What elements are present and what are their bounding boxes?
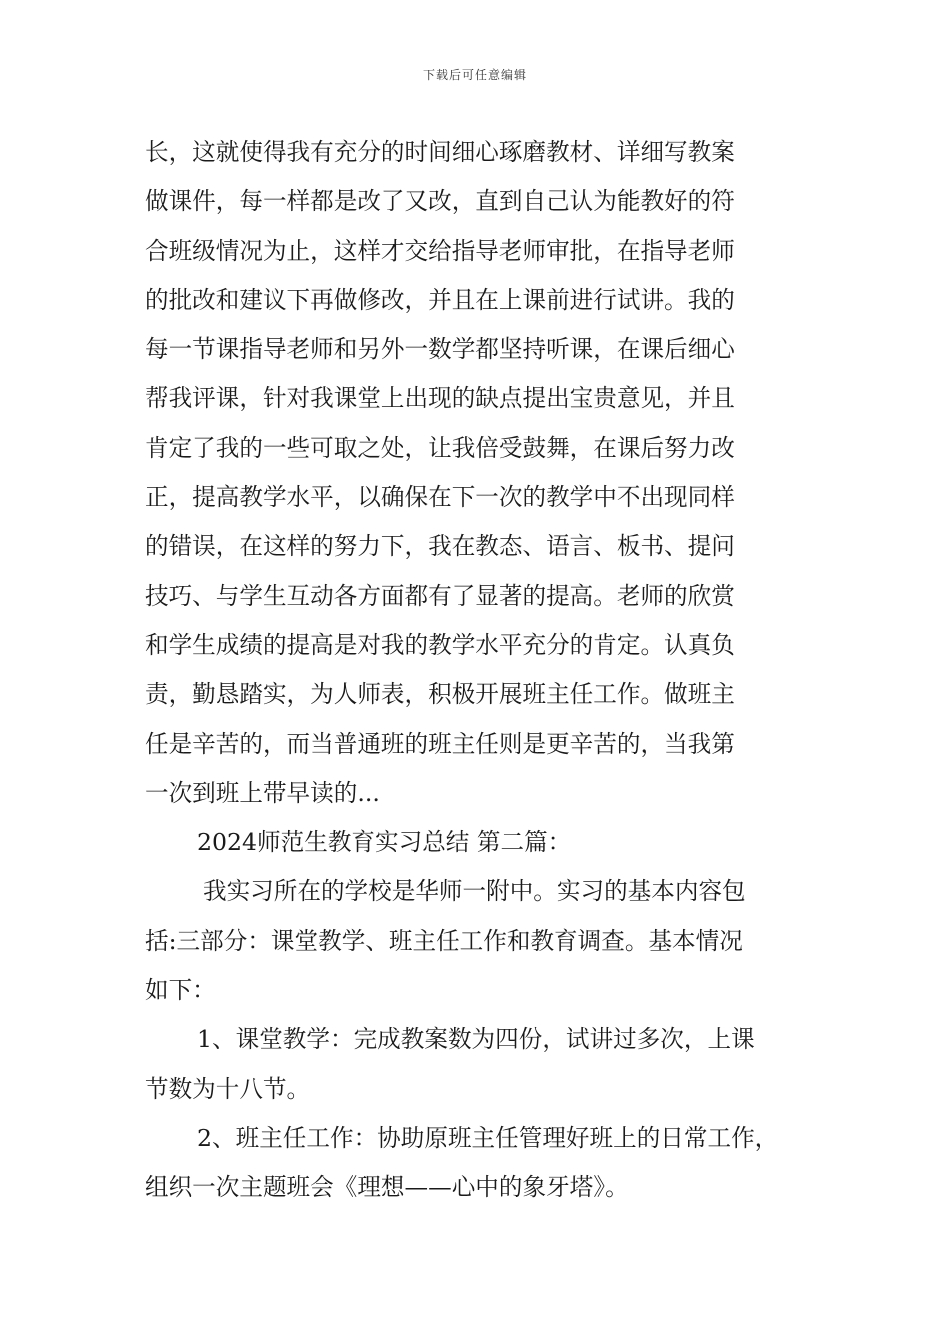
paragraph-1 xyxy=(145,128,815,818)
text-line: 和学生成绩的提高是对我的教学水平充分的肯定。认真负 xyxy=(145,630,735,659)
text-line: 1、课堂教学：完成教案数为四份，试讲过多次，上课 xyxy=(197,1025,755,1054)
text-line: 责，勤恳踏实，为人师表，积极开展班主任工作。做班主 xyxy=(145,680,735,709)
document-body xyxy=(145,128,815,1213)
text-line: 组织一次主题班会《理想——心中的象牙塔》。 xyxy=(145,1173,629,1202)
text-line: 的批改和建议下再做修改，并且在上课前进行试讲。我的 xyxy=(145,285,735,314)
text-line: 合班级情况为止，这样才交给指导老师审批，在指导老师 xyxy=(145,236,735,265)
text-line: 我实习所在的学校是华师一附中。实习的基本内容包 xyxy=(203,877,746,906)
text-line: 的错误，在这样的努力下，我在教态、语言、板书、提问 xyxy=(145,532,735,561)
text-line: 任是辛苦的，而当普通班的班主任则是更辛苦的，当我第 xyxy=(145,729,735,758)
paragraph-3 xyxy=(145,1015,815,1114)
text-line: 技巧、与学生互动各方面都有了显著的提高。老师的欣赏 xyxy=(145,581,735,610)
paragraph-2 xyxy=(145,867,815,1015)
text-line: 一次到班上带早读的... xyxy=(145,778,380,807)
section-title: 2024师范生教育实习总结 第二篇： xyxy=(197,828,572,857)
text-line: 括:三部分：课堂教学、班主任工作和教育调查。基本情况 xyxy=(145,926,743,955)
page-header: 下载后可任意编辑 xyxy=(422,68,527,82)
text-line: 帮我评课，针对我课堂上出现的缺点提出宝贵意见，并且 xyxy=(145,384,735,413)
text-line: 肯定了我的一些可取之处，让我倍受鼓舞，在课后努力改 xyxy=(145,433,735,462)
paragraph-4 xyxy=(145,1114,815,1213)
text-line: 每一节课指导老师和另外一数学都坚持听课，在课后细心 xyxy=(145,335,735,364)
text-line: 节数为十八节。 xyxy=(145,1074,311,1103)
text-line: 做课件，每一样都是改了又改，直到自己认为能教好的符 xyxy=(145,187,735,216)
text-line: 正，提高教学水平，以确保在下一次的教学中不出现同样 xyxy=(145,483,735,512)
text-line: 2、班主任工作：协助原班主任管理好班上的日常工作， xyxy=(197,1123,779,1152)
text-line: 长，这就使得我有充分的时间细心琢磨教材、详细写教案 xyxy=(145,138,735,166)
text-line: 如下： xyxy=(145,976,216,1005)
